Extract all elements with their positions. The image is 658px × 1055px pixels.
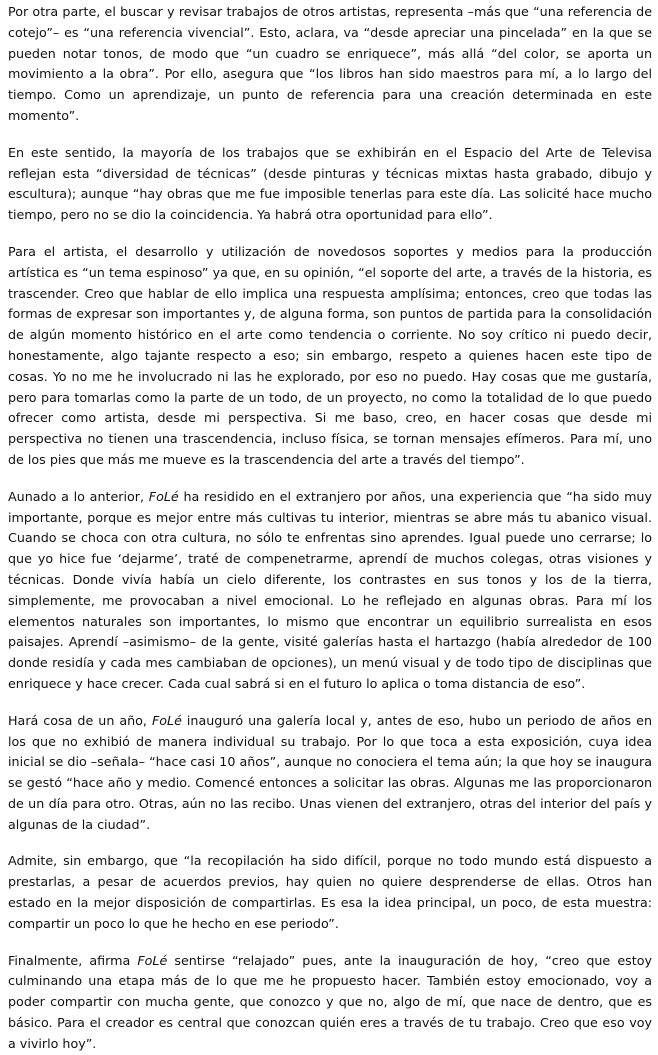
artist-name: FoLé	[148, 488, 179, 504]
paragraph-media	[8, 242, 652, 471]
paragraph-text: Hará cosa de un año,	[8, 712, 152, 728]
paragraph-text: sentirse “relajado” pues, ante la inauguración de hoy, “creo que estoy culminando una etapa más de lo que me he propuesto hacer. También estoy emocionado, voy a poder compartir con mucha gente, que conozco y que no, algo de mí, que nace de dentro, que es básico. Para el creador es central que conozcan quién eres a través de tu trabajo. Creo que eso voy a vivirlo hoy”.	[8, 952, 652, 1051]
paragraph-text: Admite, sin embargo, que “la recopilación ha sido difícil, porque no todo mundo está dispuesto a prestarlas, a pesar de acuerdos previos, hay quien no quiere desprenderse de ellas. Otros han estado en la mejor disposición de compartirlas. Es esa la idea principal, un poco, de esta muestra: compartir un poco lo que he hecho en ese periodo”.	[8, 853, 652, 931]
paragraph-compilation	[8, 851, 652, 934]
artist-name: FoLé	[151, 712, 182, 728]
paragraph-text: En este sentido, la mayoría de los trabajos que se exhibirán en el Espacio del Arte de Televisa reflejan esta “diversidad de técnicas” (desde pinturas y técnicas mixtas hasta grabado, dibujo y escultura); aunque “hay obras que me fue imposible tenerlas para este día. Las solicité hace mucho tiempo, pero no se dio la coincidencia. Ya habrá otra oportunidad para ello”.	[8, 144, 652, 223]
artist-name: FoLé	[137, 952, 168, 968]
paragraph-closing	[8, 951, 652, 1055]
paragraph-text: inauguró una galería local y, antes de eso, hubo un periodo de años en los que no exhibió de manera individual su trabajo. Por lo que toca a esta exposición, cuya idea inicial se dio –señala– “hace casi 10 años”, aunque no conociera el tema aún; la que hoy se inaugura se gestó “hace año y medio. Comencé entonces a solicitar las obras. Algunas me las proporcionaron de un día para otro. Otras, aún no las recibo. Unas vienen del extranjero, otras del interior del país y algunas de la ciudad”.	[8, 712, 652, 832]
paragraph-text: Aunado a lo anterior,	[8, 488, 149, 504]
paragraph-text: Por otra parte, el buscar y revisar trabajos de otros artistas, representa –más que “una referencia de cotejo”– es “una referencia vivencial”. Esto, aclara, va “desde apreciar una pincelada” en la que se pueden notar tonos, de modo que “un cuadro se enriquece”, más allá “del color, se aporta un movimiento a la obra”. Por ello, asegura que “los libros han sido maestros para mí, a lo largo del tiempo. Como un aprendizaje, un punto de referencia para una creación determinada en este momento”.	[8, 4, 652, 123]
paragraph-abroad	[8, 487, 652, 695]
paragraph-text: Para el artista, el desarrollo y utilización de novedosos soportes y medios para la producción artística es “un tema espinoso” ya que, en su opinión, “el soporte del arte, a través de la historia, es trascender. Creo que hablar de ello implica una respuesta amplísima; entonces, creo que todas las formas de expresar son importantes y, de alguna forma, son puntos de partida para la consolidación de algún momento histórico en el arte como tendencia o corriente. No soy crítico ni puedo decir, honestamente, algo tajante respecto a eso; sin embargo, respeto a quienes hacen este tipo de cosas. Yo no me he involucrado ni las he explorado, por eso no puedo. Hay cosas que me gustaría, pero para tomarlas como la parte de un todo, de un proyecto, no como la totalidad de lo que puedo ofrecer como artista, desde mi perspectiva. Si me baso, creo, en hacer cosas que desde mi perspectiva no tienen una trascendencia, incluso física, se tornan mensajes efímeros. Para mí, uno de los pies que más me mueve es la trascendencia del arte a través del tiempo”.	[8, 243, 652, 467]
paragraph-text: ha residido en el extranjero por años, una experiencia que “ha sido muy importante, porque es mejor entre más cultivas tu interior, mientras se abre más tu abanico visual. Cuando se choca con otra cultura, no sólo te enfrentas sino aprendes. Igual puede uno cerrarse; lo que yo hice fue ‘dejarme’, traté de compenetrarme, aprendí de muchos colegas, otras visiones y técnicas. Donde vivía había un cielo diferente, los contrastes en sus tonos y los de la tierra, simplemente, me provocaban a nivel emocional. Lo he reflejado en algunas obras. Para mí los elementos naturales son importantes, lo mismo que encontrar un equilibrio surrealista en esos paisajes. Aprendí –asimismo– de la gente, visité galerías hasta el hartazgo (había alrededor de 100 donde residía y cada mes cambiaban de opciones), un menú visual y de todo tipo de disciplinas que enriquece y hace crecer. Cada cual sabrá si en el futuro lo aplica o toma distancia de eso”.	[8, 488, 652, 691]
paragraph-techniques	[8, 143, 652, 226]
paragraph-text: Finalmente, afirma	[8, 952, 138, 968]
paragraph-gallery	[8, 711, 652, 836]
paragraph-references	[8, 2, 652, 127]
